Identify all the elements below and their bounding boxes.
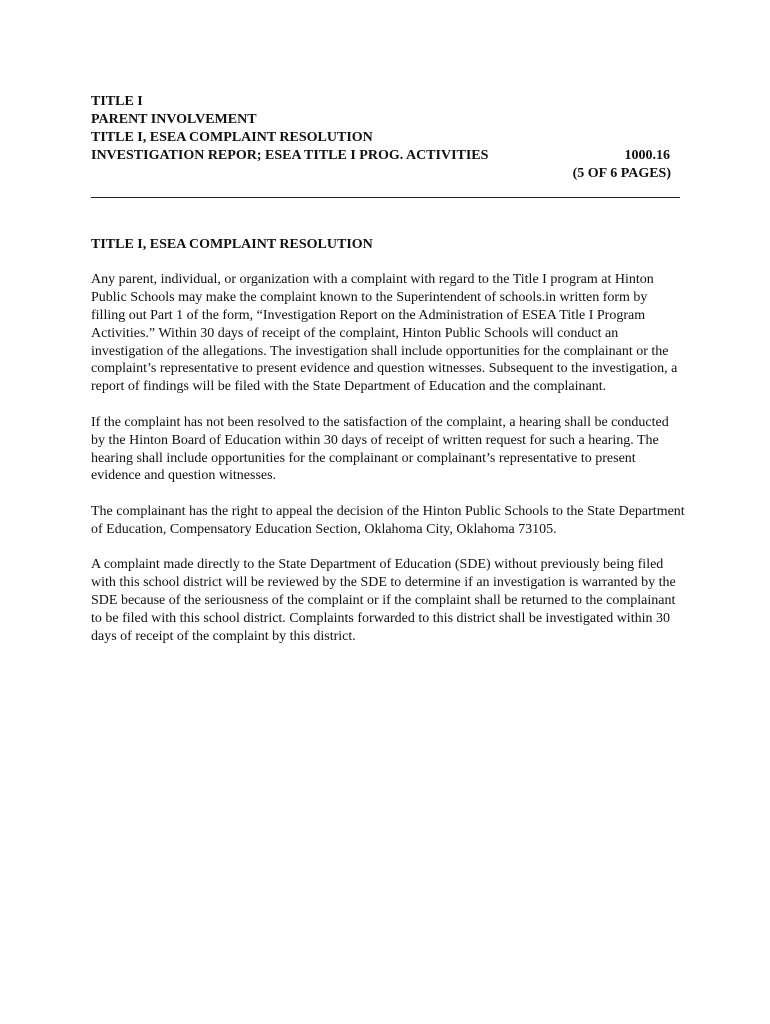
header-policy-row xyxy=(91,147,680,165)
body-paragraph-1: Any parent, individual, or organization with a complaint with regard to the Title I program at Hinton Public Schools may make the complaint known to the Superintendent of schools.in written form by filling out Part 1 of the form, “Investigation Report on the Administration of ESEA Title I Program Activities.” Within 30 days of receipt of the complaint, Hinton Public Schools will conduct an investigation of the allegations. The investigation shall include opportunities for the complainant or the complaint’s representative to present evidence and question witnesses. Subsequent to the investigation, a report of findings will be filed with the State Department of Education and the complainant. xyxy=(91,271,678,395)
header-divider xyxy=(91,197,680,198)
page-count: (5 OF 6 PAGES) xyxy=(572,166,671,181)
header-policy-title: INVESTIGATION REPOR; ESEA TITLE I PROG. ACTIVITIES xyxy=(91,148,489,163)
document-body xyxy=(91,236,685,663)
document-header xyxy=(91,93,680,183)
section-heading: TITLE I, ESEA COMPLAINT RESOLUTION xyxy=(91,237,373,252)
header-subsection-line: TITLE I, ESEA COMPLAINT RESOLUTION xyxy=(91,130,373,145)
body-paragraph-2: If the complaint has not been resolved to the satisfaction of the complaint, a hearing shall be conducted by the Hinton Board of Education within 30 days of receipt of written request for such a hearing. The hearing shall include opportunities for the complainant or complainant’s representative to present evidence and question witnesses. xyxy=(91,414,669,484)
header-title-line: TITLE I xyxy=(91,94,143,109)
body-paragraph-4: A complaint made directly to the State Department of Education (SDE) without previously being filed with this school district will be reviewed by the SDE to determine if an investigation is warranted by the SDE because of the seriousness of the complaint or if the complaint shall be returned to the complainant to be filed with this school district. Complaints forwarded to this district shall be investigated within 30 days of receipt of the complaint by this district. xyxy=(91,557,676,644)
header-section-line: PARENT INVOLVEMENT xyxy=(91,112,257,127)
body-paragraph-3: The complainant has the right to appeal the decision of the Hinton Public Schools to the State Department of Education, Compensatory Education Section, Oklahoma City, Oklahoma 73105. xyxy=(91,503,685,537)
policy-number: 1000.16 xyxy=(624,148,670,163)
